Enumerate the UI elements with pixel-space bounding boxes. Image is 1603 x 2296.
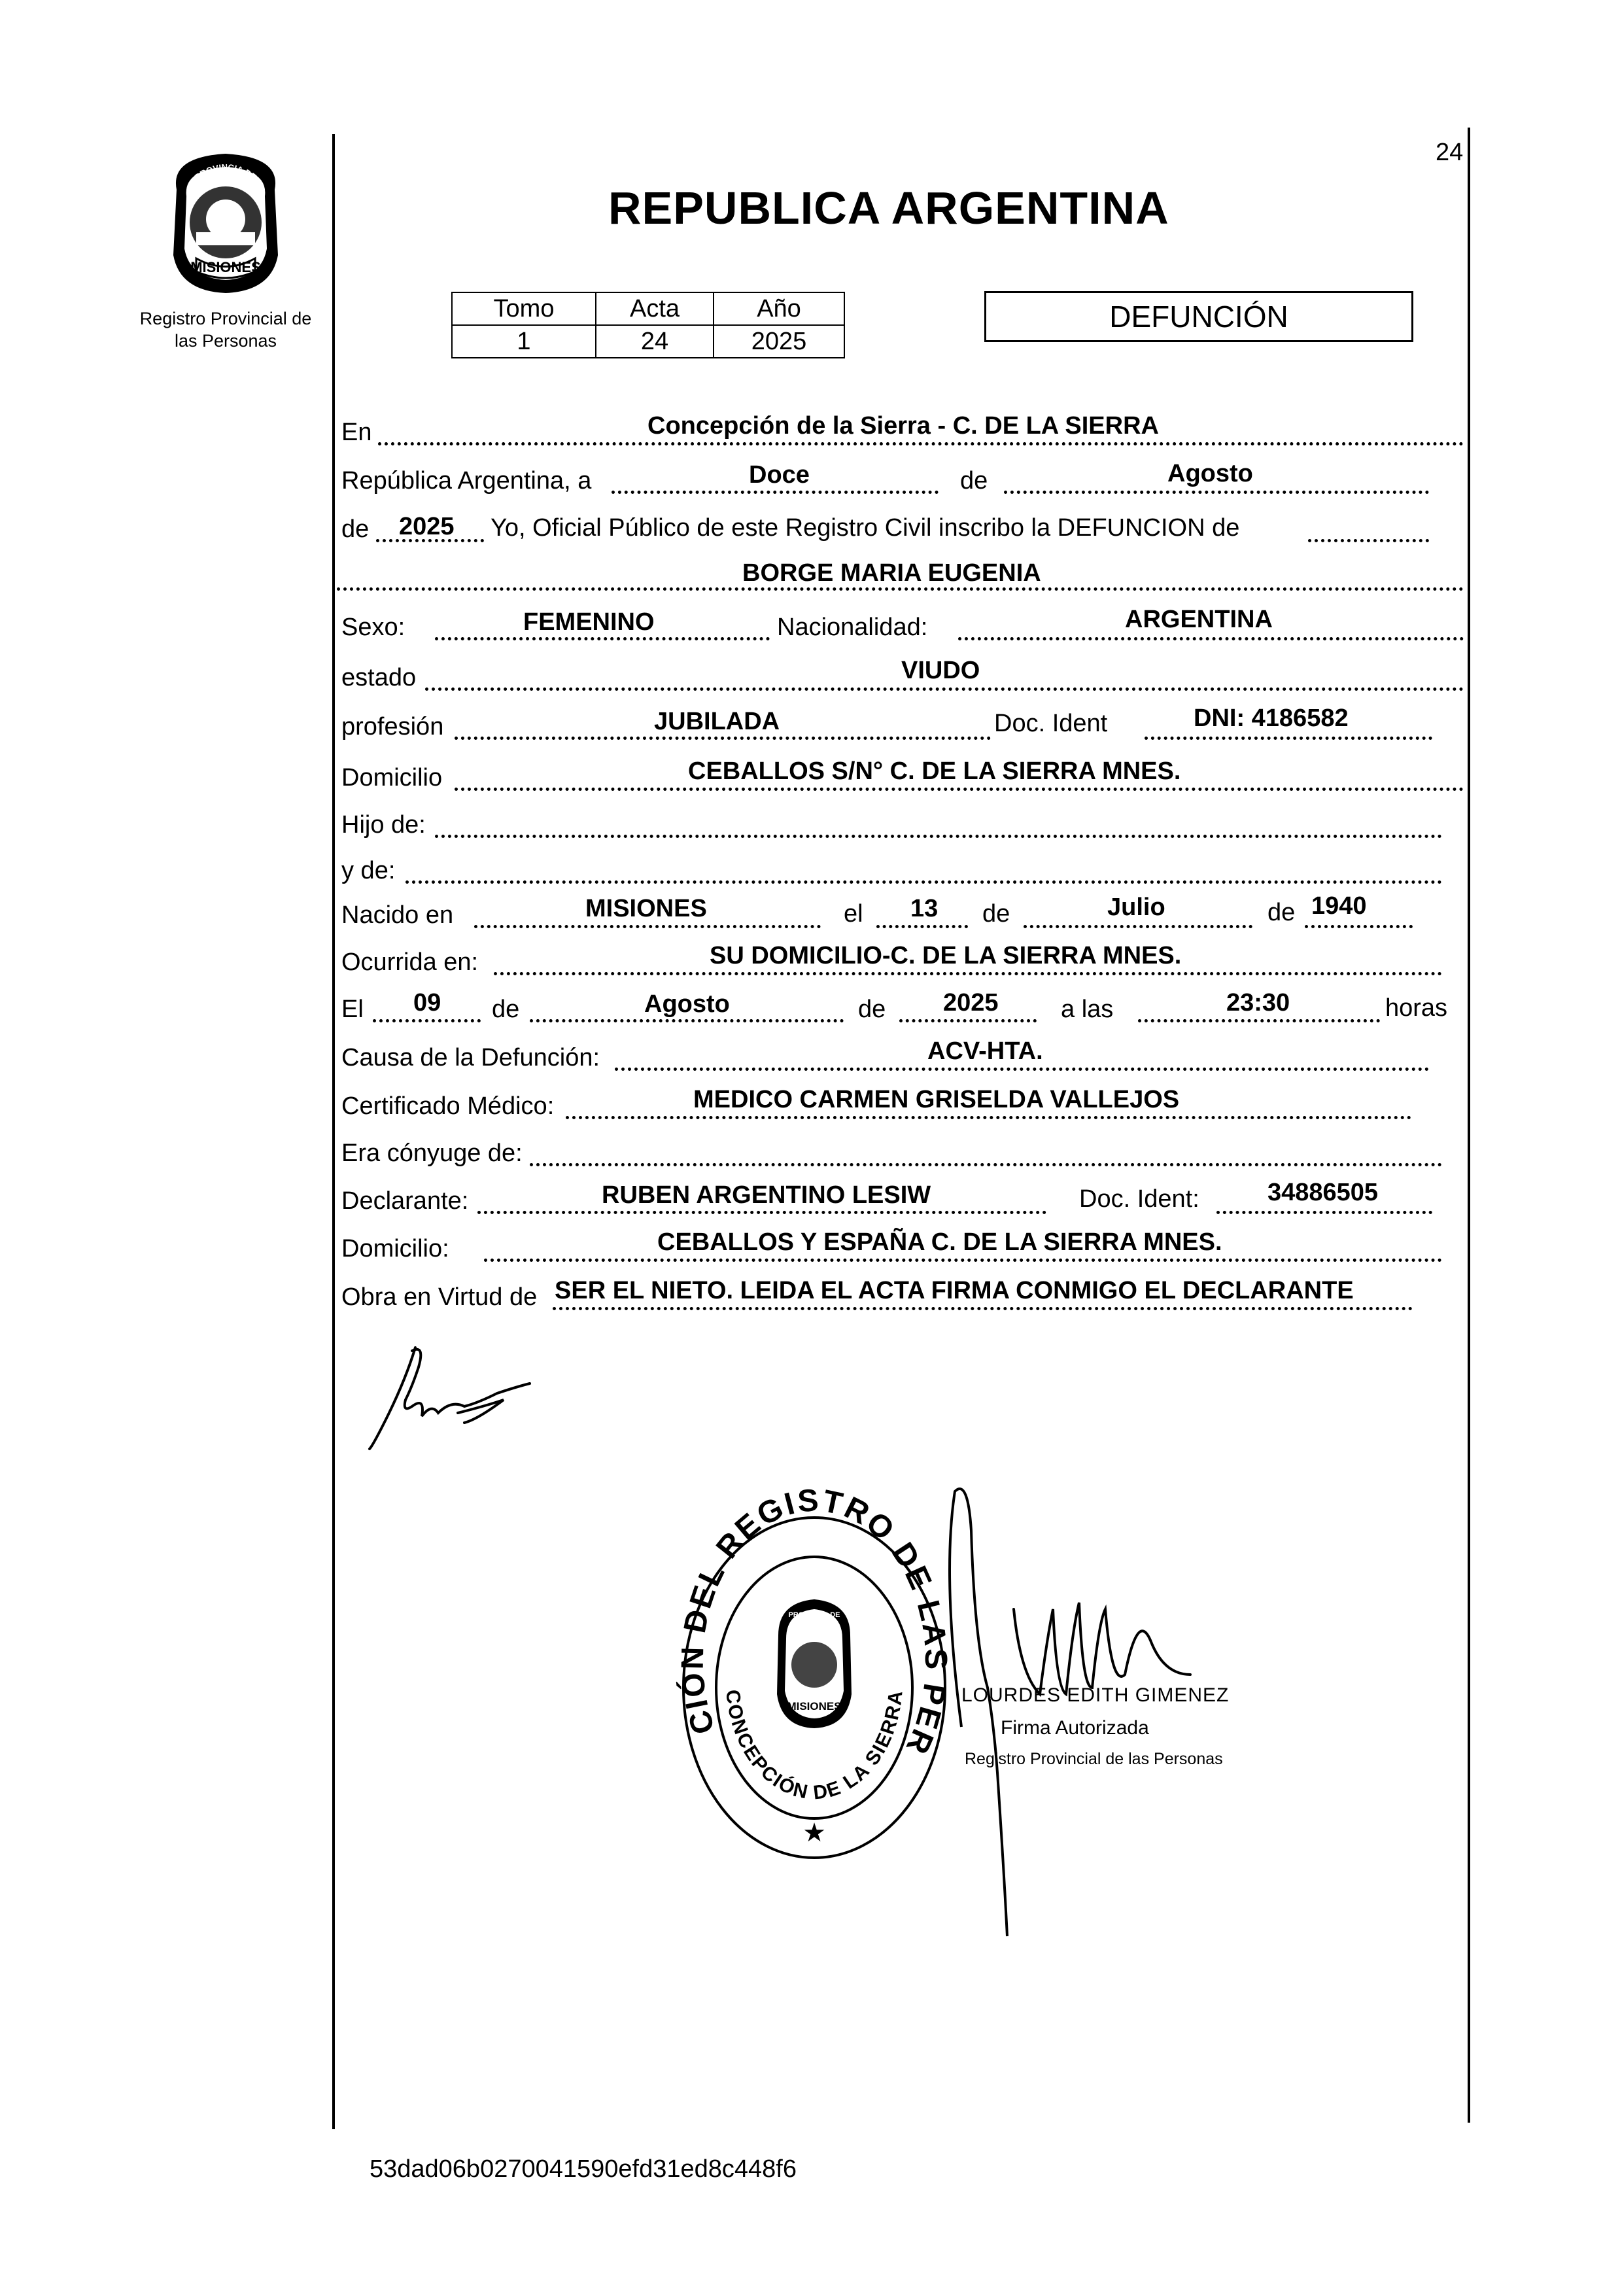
acta-header: Acta [596,292,714,325]
causa-label: Causa de la Defunción: [341,1044,600,1071]
dotted-line [958,637,1464,640]
dotted-line [1216,1211,1432,1214]
official-office: Registro Provincial de las Personas [965,1750,1223,1768]
declarante-label: Declarante: [341,1187,469,1215]
anio-value: 2025 [714,325,844,358]
registration-month-value: Agosto [1167,460,1253,487]
dotted-line [378,442,1464,445]
deceased-name-value: BORGE MARIA EUGENIA [742,559,1041,587]
dotted-line [484,1259,1442,1262]
doc-ident-label: Doc. Ident [994,710,1108,737]
muerte-anio-value: 2025 [943,989,999,1017]
nacido-mes-value: Julio [1107,894,1165,921]
registry-name [124,307,327,352]
nacido-anio-value: 1940 [1311,892,1367,920]
dotted-line [474,925,821,928]
nacido-label: Nacido en [341,901,454,929]
dotted-line [494,972,1442,975]
sexo-value: FEMENINO [523,608,655,636]
muerte-mes-value: Agosto [644,990,730,1018]
muerte-dia-value: 09 [413,989,441,1017]
stamp-seal-bottom-text: MISIONES [787,1700,842,1713]
registration-day-value: Doce [749,461,810,489]
dotted-line [435,835,1442,838]
right-margin-line [1468,128,1470,2123]
tomo-value: 1 [452,325,596,358]
official-role: Firma Autorizada [1001,1717,1149,1739]
dotted-line [425,687,1464,691]
declarante-doc-value: 34886505 [1267,1179,1379,1206]
certificado-label: Certificado Médico: [341,1092,555,1120]
anio-header: Año [714,292,844,325]
dotted-line [612,491,939,494]
hijo-de-label: Hijo de: [341,811,426,839]
dotted-line [435,637,770,640]
sexo-label: Sexo: [341,614,405,641]
registry-seal-icon [157,150,294,294]
declarante-domicilio-value: CEBALLOS Y ESPAÑA C. DE LA SIERRA MNES. [657,1228,1222,1256]
dotted-line [1305,925,1413,928]
dotted-line [530,1163,1442,1166]
ocurrida-label: Ocurrida en: [341,948,479,976]
page-title: REPUBLICA ARGENTINA [608,183,1169,234]
republica-label: República Argentina, a [341,467,592,495]
delegation-stamp [660,1483,955,1864]
de-label: de [492,996,520,1023]
nacionalidad-value: ARGENTINA [1125,606,1273,633]
dotted-line [477,1211,1046,1214]
dotted-line [455,737,991,740]
doc-ident-value: DNI: 4186582 [1194,704,1349,732]
stamp-inner-text: CONCEPCIÓN DE LA SIERRA [721,1688,907,1804]
de-label: de [1267,899,1296,926]
star-icon: ★ [802,1818,826,1848]
yo-statement: Yo, Oficial Público de este Registro Civil inscribo la DEFUNCION de [491,514,1240,542]
y-de-label: y de: [341,857,396,884]
domicilio-value: CEBALLOS S/N° C. DE LA SIERRA MNES. [688,757,1181,785]
location-value: Concepción de la Sierra - C. DE LA SIERRA [647,412,1159,440]
certificado-value: MEDICO CARMEN GRISELDA VALLEJOS [693,1086,1180,1113]
dotted-line [405,880,1442,884]
el-label: el [844,900,863,928]
record-table [451,292,845,358]
profesion-value: JUBILADA [654,708,780,735]
el-cap-label: El [341,996,364,1023]
dotted-line [530,1019,844,1022]
de-label: de [960,467,988,495]
dotted-line [1024,925,1252,928]
official-signature [942,1478,1243,1949]
dotted-line [337,587,1464,591]
registry-name-line2: las Personas [174,331,277,351]
causa-value: ACV-HTA. [927,1037,1043,1065]
record-type: DEFUNCIÓN [984,291,1413,342]
profesion-label: profesión [341,713,444,740]
de-label: de [982,900,1010,928]
nacido-lugar-value: MISIONES [585,895,707,922]
dotted-line [1004,491,1429,494]
dotted-line [1308,539,1429,542]
hora-value: 23:30 [1226,989,1290,1017]
registration-year-value: 2025 [399,513,455,540]
a-las-label: a las [1061,996,1114,1023]
dotted-line [373,1019,481,1022]
official-name: LOURDES EDITH GIMENEZ [961,1684,1230,1706]
dotted-line [455,788,1464,791]
dotted-line [615,1068,1429,1071]
dotted-line [1145,737,1432,740]
domicilio-label: Domicilio [341,764,443,791]
seal-top-text: PROVINCIA DE [192,162,259,183]
seal-bottom-text: MISIONES [190,259,261,275]
doc-ident-label-2: Doc. Ident: [1079,1185,1199,1213]
declarant-signature [366,1341,536,1459]
de-label: de [341,515,370,543]
en-label: En [341,419,372,446]
de-label: de [858,996,886,1023]
estado-value: VIUDO [901,657,980,684]
tomo-header: Tomo [452,292,596,325]
page-number: 24 [1436,139,1464,166]
obra-label: Obra en Virtud de [341,1283,538,1311]
ocurrida-value: SU DOMICILIO-C. DE LA SIERRA MNES. [710,942,1182,969]
dotted-line [1138,1019,1380,1022]
horas-label: horas [1385,994,1448,1022]
dotted-line [553,1307,1413,1310]
estado-label: estado [341,664,417,691]
dotted-line [899,1019,1037,1022]
acta-value: 24 [596,325,714,358]
dotted-line [876,925,968,928]
stamp-outer-text: DELEGACIÓN DEL REGISTRO DE LAS PERSONAS [660,1483,954,1761]
registry-name-line1: Registro Provincial de [139,309,312,328]
dotted-line [566,1116,1411,1119]
conyuge-label: Era cónyuge de: [341,1139,523,1167]
nacionalidad-label: Nacionalidad: [777,614,928,641]
domicilio2-label: Domicilio: [341,1235,449,1262]
declarante-value: RUBEN ARGENTINO LESIW [602,1181,931,1209]
left-margin-line [332,134,335,2129]
document-hash: 53dad06b0270041590efd31ed8c448f6 [370,2155,797,2183]
stamp-seal-top-text: PROVINCIA DE [788,1611,840,1619]
dotted-line [376,539,484,542]
obra-value: SER EL NIETO. LEIDA EL ACTA FIRMA CONMIGO EL DECLARANTE [555,1277,1354,1304]
nacido-dia-value: 13 [910,895,939,922]
